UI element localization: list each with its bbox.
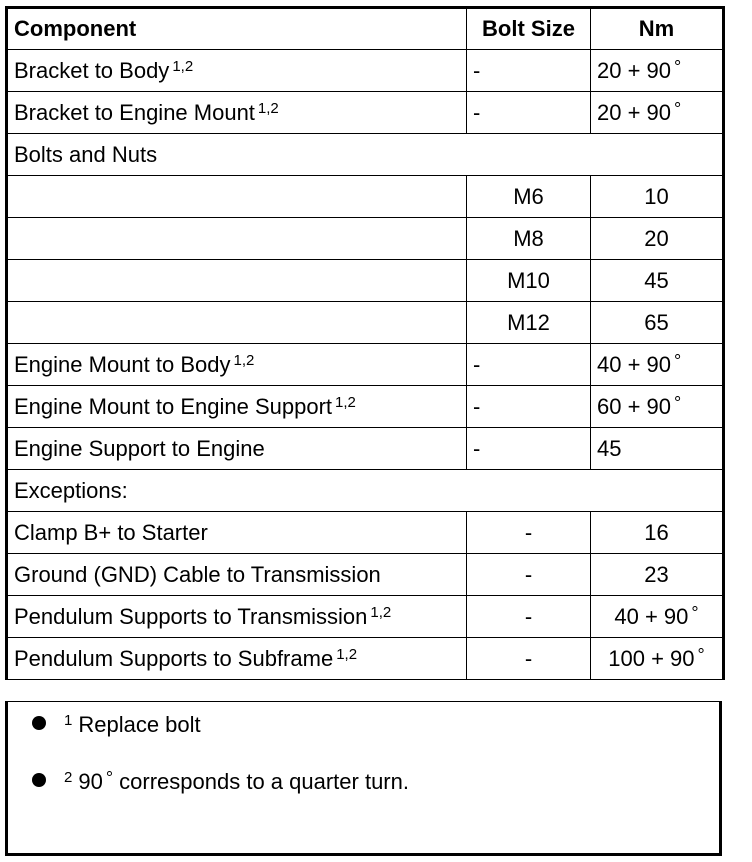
bolt-size-cell: - (467, 50, 591, 92)
nm-cell: 45 (591, 428, 724, 470)
nm-cell: 40 + 90 ° (591, 596, 724, 638)
header-nm: Nm (591, 8, 724, 50)
bolt-size-cell: - (467, 92, 591, 134)
component-cell (7, 260, 467, 302)
component-cell: Engine Mount to Engine Support $^{1,2}$ (7, 386, 467, 428)
section-row (7, 134, 724, 176)
bolt-size-cell: - (467, 344, 591, 386)
header-bolt-size: Bolt Size (467, 8, 591, 50)
component-cell: Engine Support to Engine (7, 428, 467, 470)
component-cell: Pendulum Supports to Subframe $^{1,2}$ (7, 638, 467, 680)
section-row (7, 470, 724, 512)
component-cell (7, 302, 467, 344)
bolt-size-cell: M8 (467, 218, 591, 260)
header-row (7, 8, 724, 50)
table-row (7, 512, 724, 554)
table-row (7, 218, 724, 260)
component-cell: Bracket to Body $^{1,2}$ (7, 50, 467, 92)
bolt-size-cell: - (467, 596, 591, 638)
bullet-icon (32, 773, 46, 787)
nm-cell: 40 + 90 ° (591, 344, 724, 386)
header-component: Component (7, 8, 467, 50)
table-row (7, 638, 724, 680)
nm-cell: 20 + 90 ° (591, 50, 724, 92)
bolt-size-cell: - (467, 428, 591, 470)
table-row (7, 554, 724, 596)
section-heading-exceptions: Exceptions: (7, 470, 724, 512)
component-cell (7, 218, 467, 260)
bolt-size-cell: M10 (467, 260, 591, 302)
table-row (7, 344, 724, 386)
table-row (7, 176, 724, 218)
bolt-size-cell: M12 (467, 302, 591, 344)
table-row (7, 386, 724, 428)
bolt-size-cell: - (467, 512, 591, 554)
table-row (7, 50, 724, 92)
table-row (7, 596, 724, 638)
bolt-size-cell: M6 (467, 176, 591, 218)
nm-cell: 16 (591, 512, 724, 554)
table-row (7, 428, 724, 470)
footnotes (5, 701, 722, 856)
nm-cell: 23 (591, 554, 724, 596)
bolt-size-cell: - (467, 638, 591, 680)
nm-cell: 60 + 90 ° (591, 386, 724, 428)
section-heading-bolts-nuts: Bolts and Nuts (7, 134, 724, 176)
nm-cell: 20 (591, 218, 724, 260)
component-cell: Ground (GND) Cable to Transmission (7, 554, 467, 596)
component-cell (7, 176, 467, 218)
nm-cell: 65 (591, 302, 724, 344)
component-cell: Pendulum Supports to Transmission $^{1,2}$ (7, 596, 467, 638)
nm-cell: 45 (591, 260, 724, 302)
table-row (7, 260, 724, 302)
torque-spec-table (5, 6, 725, 680)
footnote-2: $^2$ 90 ° corresponds to a quarter turn. (32, 768, 409, 795)
table-row (7, 92, 724, 134)
component-cell: Clamp B+ to Starter (7, 512, 467, 554)
footnote-1: $^1$ Replace bolt (32, 712, 201, 738)
nm-cell: 20 + 90 ° (591, 92, 724, 134)
nm-cell: 100 + 90 ° (591, 638, 724, 680)
table-row (7, 302, 724, 344)
nm-cell: 10 (591, 176, 724, 218)
bolt-size-cell: - (467, 386, 591, 428)
component-cell: Bracket to Engine Mount $^{1,2}$ (7, 92, 467, 134)
component-cell: Engine Mount to Body $^{1,2}$ (7, 344, 467, 386)
bolt-size-cell: - (467, 554, 591, 596)
bullet-icon (32, 716, 46, 730)
